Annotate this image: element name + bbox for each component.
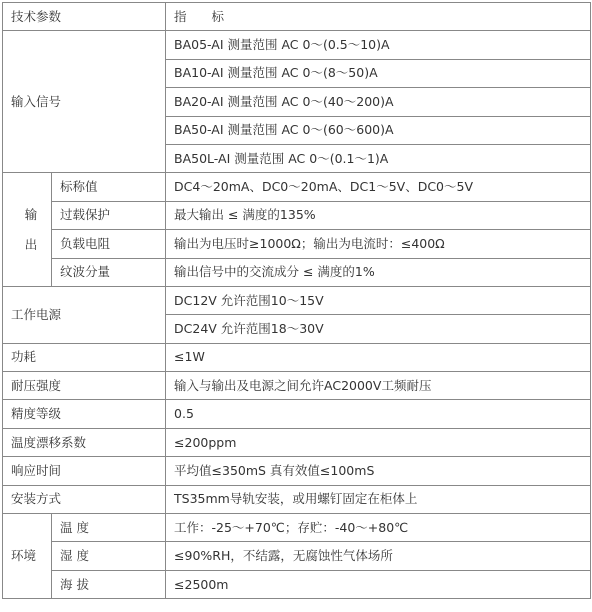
environment-row	[3, 514, 591, 542]
input-value: BA20-AI 测量范围 AC 0～(40～200)A	[166, 88, 591, 116]
header-spec: 指 标	[166, 3, 591, 31]
single-value: 0.5	[166, 400, 591, 428]
single-row	[3, 343, 591, 371]
output-row	[3, 201, 591, 229]
input-value: BA10-AI 测量范围 AC 0～(8～50)A	[166, 59, 591, 87]
environment-row	[3, 542, 591, 570]
output-value: 输出信号中的交流成分 ≤ 满度的1%	[166, 258, 591, 286]
output-value: 最大输出 ≤ 满度的135%	[166, 201, 591, 229]
power-value: DC24V 允许范围18～30V	[166, 315, 591, 343]
environment-name: 温 度	[52, 514, 166, 542]
single-name: 安装方式	[3, 485, 166, 513]
single-value: 输入与输出及电源之间允许AC2000V工频耐压	[166, 372, 591, 400]
header-row	[3, 3, 591, 31]
single-row	[3, 372, 591, 400]
input-value: BA50L-AI 测量范围 AC 0～(0.1～1)A	[166, 144, 591, 172]
power-value: DC12V 允许范围10～15V	[166, 286, 591, 314]
environment-label: 环境	[3, 514, 52, 599]
environment-value: 工作：-25～+70℃；存贮：-40～+80℃	[166, 514, 591, 542]
single-name: 功耗	[3, 343, 166, 371]
single-value: ≤1W	[166, 343, 591, 371]
output-value: DC4～20mA、DC0～20mA、DC1～5V、DC0～5V	[166, 173, 591, 201]
single-name: 耐压强度	[3, 372, 166, 400]
output-name: 标称值	[52, 173, 166, 201]
power-label: 工作电源	[3, 286, 166, 343]
input-label: 输入信号	[3, 31, 166, 173]
output-name: 负载电阻	[52, 230, 166, 258]
single-row	[3, 428, 591, 456]
output-name: 纹波分量	[52, 258, 166, 286]
single-name: 精度等级	[3, 400, 166, 428]
output-row	[3, 230, 591, 258]
single-row	[3, 400, 591, 428]
single-name: 温度漂移系数	[3, 428, 166, 456]
environment-value: ≤90%RH，不结露，无腐蚀性气体场所	[166, 542, 591, 570]
environment-row	[3, 570, 591, 598]
spec-table	[2, 2, 591, 599]
output-row	[3, 258, 591, 286]
single-name: 响应时间	[3, 457, 166, 485]
single-value: ≤200ppm	[166, 428, 591, 456]
output-label-bottom: 出	[24, 236, 38, 252]
output-name: 过载保护	[52, 201, 166, 229]
power-row	[3, 286, 591, 314]
single-row	[3, 485, 591, 513]
environment-name: 海 拔	[52, 570, 166, 598]
single-value: 平均值≤350mS 真有效值≤100mS	[166, 457, 591, 485]
input-value: BA05-AI 测量范围 AC 0～(0.5～10)A	[166, 31, 591, 59]
environment-value: ≤2500m	[166, 570, 591, 598]
single-value: TS35mm导轨安装，或用螺钉固定在柜体上	[166, 485, 591, 513]
header-param: 技术参数	[3, 3, 166, 31]
output-label	[3, 173, 52, 287]
output-value: 输出为电压时≥1000Ω；输出为电流时：≤400Ω	[166, 230, 591, 258]
environment-name: 湿 度	[52, 542, 166, 570]
output-label-top: 输	[24, 206, 38, 222]
input-row	[3, 31, 591, 59]
input-value: BA50-AI 测量范围 AC 0～(60～600)A	[166, 116, 591, 144]
single-row	[3, 457, 591, 485]
output-row	[3, 173, 591, 201]
